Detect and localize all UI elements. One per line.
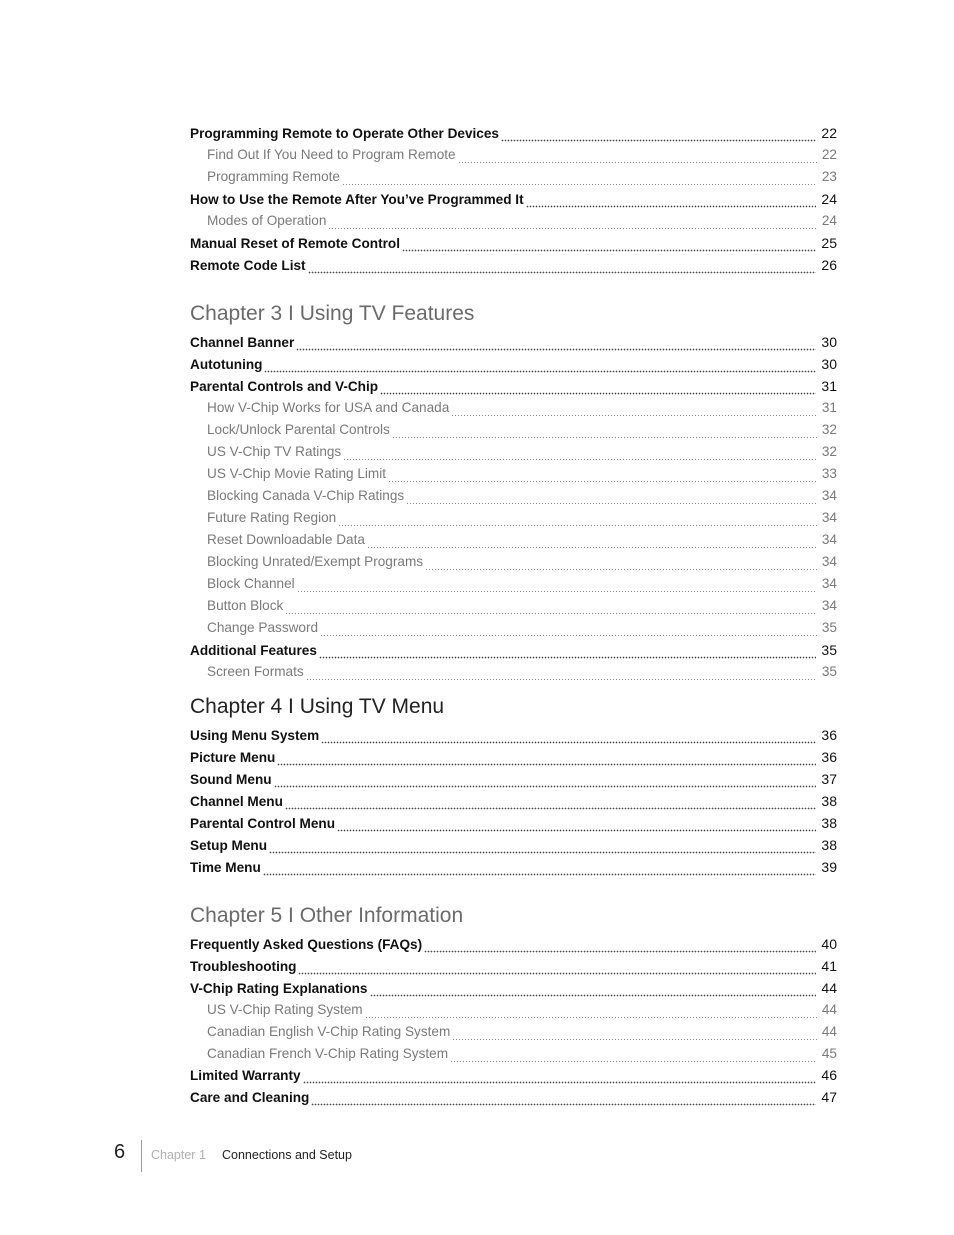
dot-leader [308, 262, 817, 274]
toc-entry[interactable] [190, 235, 837, 257]
dot-leader [380, 383, 816, 395]
toc-subentry[interactable] [207, 1046, 837, 1068]
toc-entry[interactable] [190, 859, 837, 881]
dot-leader [451, 405, 817, 417]
toc-subentry[interactable] [207, 400, 837, 422]
toc-entry-page: 39 [821, 859, 837, 875]
toc-entry-title: Limited Warranty [190, 1068, 301, 1083]
toc-subentry[interactable] [207, 169, 837, 191]
toc-entry-page: 32 [821, 444, 837, 459]
toc-entry[interactable] [190, 191, 837, 213]
toc-entry-page: 38 [821, 815, 837, 831]
toc-subentry[interactable] [207, 147, 837, 169]
dot-leader [402, 240, 816, 252]
toc-entry-title: Additional Features [190, 643, 317, 658]
page-number: 6 [114, 1141, 126, 1163]
dot-leader [365, 1007, 817, 1019]
dot-leader [319, 647, 817, 659]
toc-entry-page: 35 [821, 620, 837, 635]
toc-entry[interactable] [190, 378, 837, 400]
toc-entry-page: 24 [821, 213, 837, 228]
toc-entry-page: 44 [821, 1024, 837, 1039]
dot-leader [298, 963, 816, 975]
toc-entry-page: 35 [821, 642, 837, 658]
toc-entry-title: US V-Chip Rating System [207, 1002, 363, 1017]
toc-subentry[interactable] [207, 1002, 837, 1024]
dot-leader [367, 537, 817, 549]
dot-leader [342, 174, 817, 186]
toc-entry-page: 40 [821, 936, 837, 952]
toc-entry[interactable] [190, 727, 837, 749]
toc-entry-title: Manual Reset of Remote Control [190, 236, 400, 251]
dot-leader [450, 1051, 817, 1063]
toc-entry-title: US V-Chip TV Ratings [207, 444, 342, 459]
toc-entry-title: Picture Menu [190, 750, 276, 765]
toc-subentry[interactable] [207, 620, 837, 642]
toc-entry-page: 22 [821, 147, 837, 162]
dot-leader [297, 581, 817, 593]
toc-entry-title: Parental Controls and V-Chip [190, 379, 379, 394]
footer-chapter-name: Connections and Setup [222, 1148, 352, 1162]
toc-entry[interactable] [190, 642, 837, 664]
toc-entry-page: 31 [821, 400, 837, 415]
toc-entry-title: Blocking Unrated/Exempt Programs [207, 554, 424, 569]
toc-entry-title: Remote Code List [190, 258, 306, 273]
toc-entry-page: 34 [821, 532, 837, 547]
toc-entry-page: 37 [821, 771, 837, 787]
dot-leader [425, 559, 817, 571]
toc-entry-page: 35 [821, 664, 837, 679]
toc-entry[interactable] [190, 356, 837, 378]
toc-entry-page: 34 [821, 510, 837, 525]
dot-leader [388, 471, 817, 483]
dot-leader [458, 152, 817, 164]
toc-entry[interactable] [190, 1067, 837, 1089]
toc-entry-title: Block Channel [207, 576, 295, 591]
dot-leader [338, 515, 817, 527]
toc-entry-title: Setup Menu [190, 838, 268, 853]
toc-entry-page: 30 [821, 356, 837, 372]
dot-leader [320, 625, 817, 637]
toc-entry-page: 26 [821, 257, 837, 273]
dot-leader [303, 1072, 817, 1084]
toc-entry-title: US V-Chip Movie Rating Limit [207, 466, 387, 481]
toc-entry[interactable] [190, 837, 837, 859]
toc-entry-title: Parental Control Menu [190, 816, 336, 831]
toc-entry-title: Channel Banner [190, 335, 295, 350]
toc-entry-title: Modes of Operation [207, 213, 327, 228]
dot-leader [452, 1029, 817, 1041]
toc-subentry[interactable] [207, 510, 837, 532]
toc-subentry[interactable] [207, 554, 837, 576]
toc-entry-page: 34 [821, 576, 837, 591]
dot-leader [311, 1094, 816, 1106]
toc-entry-page: 36 [821, 749, 837, 765]
toc-entry-page: 34 [821, 598, 837, 613]
chapter-heading: Chapter 4 I Using TV Menu [190, 695, 445, 718]
toc-subentry[interactable] [207, 576, 837, 598]
dot-leader [263, 864, 817, 876]
dot-leader [337, 820, 816, 832]
dot-leader [277, 754, 816, 766]
dot-leader [296, 339, 816, 351]
toc-entry-title: Time Menu [190, 860, 261, 875]
toc-entry-page: 34 [821, 488, 837, 503]
dot-leader [264, 361, 816, 373]
toc-entry-title: Find Out If You Need to Program Remote [207, 147, 456, 162]
toc-entry-title: Autotuning [190, 357, 263, 372]
toc-entry-page: 34 [821, 554, 837, 569]
toc-entry[interactable] [190, 958, 837, 980]
toc-entry[interactable] [190, 334, 837, 356]
dot-leader [285, 603, 817, 615]
toc-entry-title: Using Menu System [190, 728, 320, 743]
toc-entry-page: 33 [821, 466, 837, 481]
toc-entry[interactable] [190, 936, 837, 958]
toc-entry-title: How V-Chip Works for USA and Canada [207, 400, 450, 415]
toc-entry-title: How to Use the Remote After You’ve Programmed It [190, 192, 524, 207]
toc-entry-title: Change Password [207, 620, 319, 635]
dot-leader [424, 941, 816, 953]
toc-entry-title: Programming Remote [207, 169, 340, 184]
dot-leader [392, 427, 817, 439]
toc-entry-page: 38 [821, 793, 837, 809]
dot-leader [501, 130, 816, 142]
toc-entry[interactable] [190, 771, 837, 793]
toc-entry-page: 24 [821, 191, 837, 207]
toc-entry[interactable] [190, 749, 837, 771]
dot-leader [406, 493, 817, 505]
toc-entry-page: 38 [821, 837, 837, 853]
toc-entry[interactable] [190, 1089, 837, 1111]
toc-entry-title: V-Chip Rating Explanations [190, 981, 368, 996]
toc-entry-page: 36 [821, 727, 837, 743]
page-footer [0, 1140, 954, 1176]
toc-entry-page: 23 [821, 169, 837, 184]
toc-entry-page: 46 [821, 1067, 837, 1083]
toc-entry[interactable] [190, 815, 837, 837]
toc-entry-title: Frequently Asked Questions (FAQs) [190, 937, 423, 952]
toc-entry-title: Canadian French V-Chip Rating System [207, 1046, 449, 1061]
dot-leader [526, 196, 817, 208]
toc-entry-title: Button Block [207, 598, 284, 613]
toc-entry-title: Canadian English V-Chip Rating System [207, 1024, 451, 1039]
toc-subentry[interactable] [207, 466, 837, 488]
toc-entry-page: 44 [821, 980, 837, 996]
toc-entry-title: Future Rating Region [207, 510, 337, 525]
toc-entry-page: 22 [821, 125, 837, 141]
chapter-heading: Chapter 5 I Other Information [190, 904, 464, 927]
toc-entry-page: 32 [821, 422, 837, 437]
footer-divider [141, 1140, 142, 1172]
chapter-heading: Chapter 3 I Using TV Features [190, 302, 475, 325]
toc-entry-title: Lock/Unlock Parental Controls [207, 422, 390, 437]
dot-leader [328, 218, 816, 230]
toc-entry-page: 47 [821, 1089, 837, 1105]
toc-entry-page: 41 [821, 958, 837, 974]
toc-entry-title: Blocking Canada V-Chip Ratings [207, 488, 405, 503]
toc-entry-title: Channel Menu [190, 794, 283, 809]
footer-chapter-label: Chapter 1 [151, 1148, 206, 1162]
toc-entry-page: 31 [821, 378, 837, 394]
toc-entry-title: Troubleshooting [190, 959, 297, 974]
toc-entry-page: 25 [821, 235, 837, 251]
toc-entry-page: 30 [821, 334, 837, 350]
dot-leader [370, 985, 817, 997]
toc-entry-page: 44 [821, 1002, 837, 1017]
toc-entry-title: Reset Downloadable Data [207, 532, 365, 547]
toc-subentry[interactable] [207, 1024, 837, 1046]
toc-subentry[interactable] [207, 664, 837, 686]
toc-subentry[interactable] [207, 213, 837, 235]
toc-entry[interactable] [190, 793, 837, 815]
dot-leader [306, 669, 817, 681]
toc-entry[interactable] [190, 257, 837, 279]
toc-subentry[interactable] [207, 488, 837, 510]
toc-subentry[interactable] [207, 532, 837, 554]
toc-subentry[interactable] [207, 598, 837, 620]
toc-entry-title: Sound Menu [190, 772, 272, 787]
toc-subentry[interactable] [207, 422, 837, 444]
dot-leader [269, 842, 816, 854]
toc-entry[interactable] [190, 980, 837, 1002]
dot-leader [321, 732, 816, 744]
toc-entry-title: Care and Cleaning [190, 1090, 310, 1105]
toc-entry[interactable] [190, 125, 837, 147]
dot-leader [274, 776, 817, 788]
dot-leader [285, 798, 817, 810]
toc-subentry[interactable] [207, 444, 837, 466]
toc-entry-title: Programming Remote to Operate Other Devices [190, 126, 499, 141]
toc-entry-title: Screen Formats [207, 664, 304, 679]
toc-entry-page: 45 [821, 1046, 837, 1061]
dot-leader [343, 449, 817, 461]
